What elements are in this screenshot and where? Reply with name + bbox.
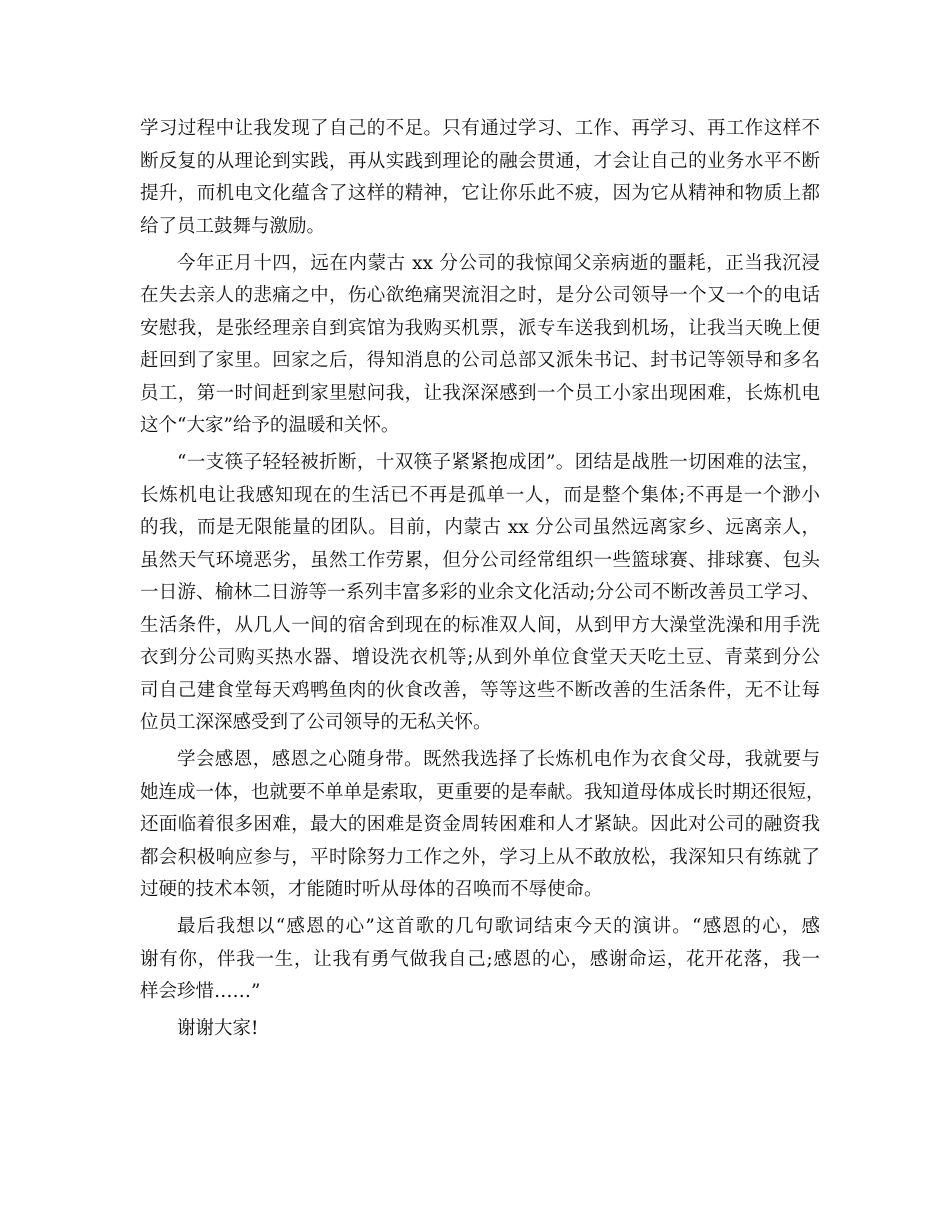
text-line: 断反复的从理论到实践，再从实践到理论的融会贯通，才会让自己的业务水平不断 <box>140 150 820 172</box>
text-line: 她连成一体，也就要不单单是索取，更重要的是奉献。我知道母体成长时期还很短， <box>140 781 825 803</box>
document-page <box>140 113 825 1051</box>
paragraph-thanks <box>140 1013 820 1046</box>
text-line: 今年正月十四，远在内蒙古 xx 分公司的我惊闻父亲病逝的噩耗，正当我沉浸 <box>177 252 820 274</box>
paragraph-gratitude <box>140 744 825 907</box>
text-line: 虽然天气环境恶劣，虽然工作劳累，但分公司经常组织一些篮球赛、排球赛、包头 <box>140 549 820 571</box>
text-line: 在失去亲人的悲痛之中，伤心欲绝痛哭流泪之时，是分公司领导一个又一个的电话 <box>140 285 820 307</box>
text-line: 衣到分公司购买热水器、增设洗衣机等;从到外单位食堂天天吃土豆、青菜到分公 <box>140 647 820 669</box>
text-line: 生活条件，从几人一间的宿舍到现在的标准双人间，从到甲方大澡堂洗澡和用手洗 <box>140 614 820 636</box>
text-line: 的我，而是无限能量的团队。目前，内蒙古 xx 分公司虽然远离家乡、远离亲人， <box>140 517 820 539</box>
text-line: 提升，而机电文化蕴含了这样的精神，它让你乐此不疲，因为它从精神和物质上都 <box>140 183 820 204</box>
text-line: 位员工深深感受到了公司领导的无私关怀。 <box>140 712 492 734</box>
text-line: 最后我想以“感恩的心”这首歌的几句歌词结束今天的演讲。“感恩的心，感 <box>177 916 820 938</box>
text-line: 学会感恩，感恩之心随身带。既然我选择了长炼机电作为衣食父母，我就要与 <box>177 749 820 771</box>
text-line: 员工，第一时间赶到家里慰问我，让我深深感到一个员工小家出现困难，长炼机电 <box>140 382 820 404</box>
text-line: 还面临着很多困难，最大的困难是资金周转困难和人才紧缺。因此对公司的融资我 <box>140 814 820 836</box>
paragraph-closing-song <box>140 911 820 1009</box>
text-line: 谢有你，伴我一生，让我有勇气做我自己;感恩的心，感谢命运，花开花落，我一 <box>140 948 820 970</box>
paragraph-unity <box>140 447 820 740</box>
text-line: 学习过程中让我发现了自己的不足。只有通过学习、工作、再学习、再工作这样不 <box>140 118 820 139</box>
text-line: 这个“大家”给予的温暖和关怀。 <box>140 415 400 437</box>
text-line: 长炼机电让我感知现在的生活已不再是孤单一人，而是整个集体;不再是一个渺小 <box>140 484 820 506</box>
text-line: 给了员工鼓舞与激励。 <box>140 215 326 237</box>
text-line: “一支筷子轻轻被折断，十双筷子紧紧抱成团”。团结是战胜一切困难的法宝， <box>177 452 820 474</box>
text-line: 司自己建食堂每天鸡鸭鱼肉的伙食改善，等等这些不断改善的生活条件，无不让每 <box>140 679 820 701</box>
text-line: 都会积极响应参与，平时除努力工作之外，学习上从不敢放松，我深知只有练就了 <box>140 846 820 868</box>
paragraph-learning <box>140 113 820 243</box>
text-line: 安慰我，是张经理亲自到宾馆为我购买机票，派专车送我到机场，让我当天晚上便 <box>140 317 820 339</box>
text-line: 谢谢大家! <box>177 1018 259 1040</box>
text-line: 一日游、榆林二日游等一系列丰富多彩的业余文化活动;分公司不断改善员工学习、 <box>140 582 820 604</box>
text-line: 赶回到了家里。回家之后，得知消息的公司总部又派朱书记、封书记等领导和多名 <box>140 350 820 372</box>
paragraph-father <box>140 248 820 443</box>
text-line: 过硬的技术本领，才能随时听从母体的召唤而不辱使命。 <box>140 879 603 901</box>
text-line: 样会珍惜……” <box>140 981 261 1003</box>
